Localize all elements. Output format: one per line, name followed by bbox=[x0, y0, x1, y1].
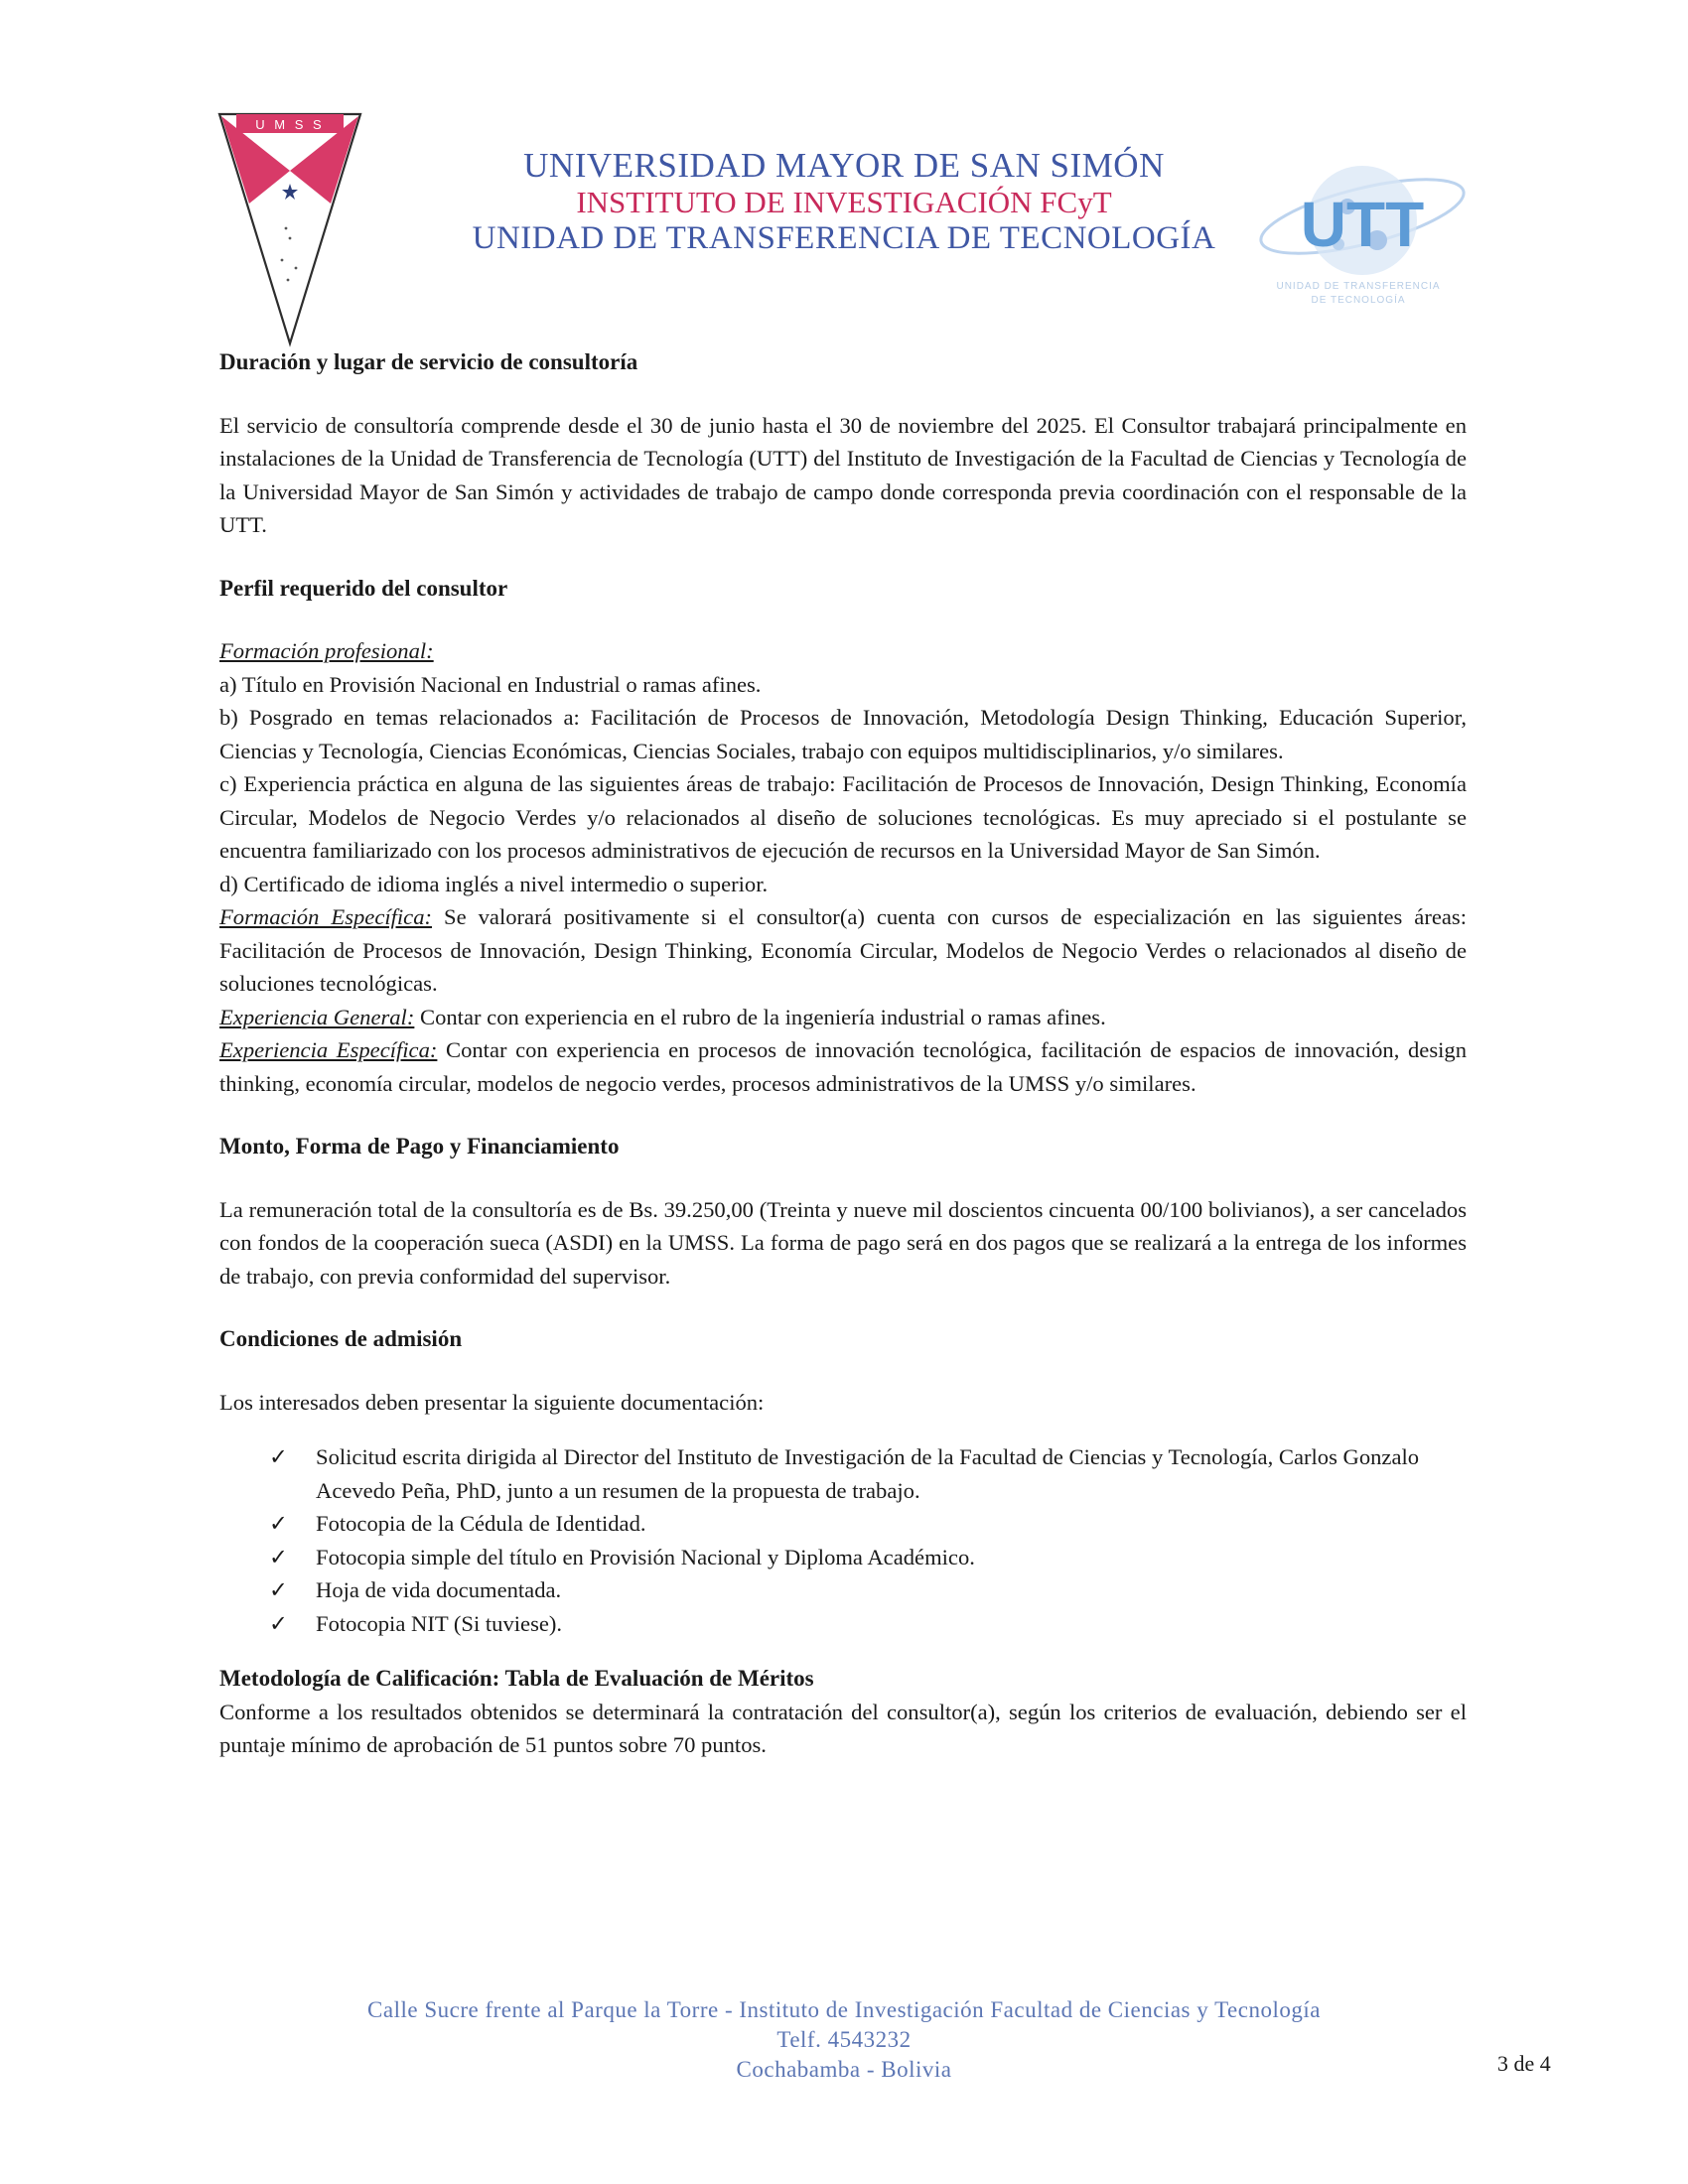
checkmark-icon: ✓ bbox=[269, 1610, 288, 1636]
experiencia-general bbox=[219, 1001, 1467, 1034]
list-item: ✓ Fotocopia de la Cédula de Identidad. bbox=[269, 1507, 1467, 1541]
umss-logo bbox=[216, 111, 363, 347]
perfil-item-c: c) Experiencia práctica en alguna de las siguientes áreas de trabajo: Facilitación de Procesos de Innovación, Design Thinking, Economía Circular, Modelos de Negocio Verdes y/o relacionados al diseño de soluciones tecnológicas. Es muy apreciado si el postulante se encuentra familiarizado con los procesos administrativos de ejecución de recursos en la Universidad Mayor de San Simón. bbox=[219, 771, 1467, 863]
formacion-profesional-label: Formación profesional: bbox=[219, 638, 434, 663]
experiencia-especifica bbox=[219, 1033, 1467, 1100]
utt-logo-text: UTT bbox=[1300, 189, 1425, 260]
section-heading-perfil: Perfil requerido del consultor bbox=[219, 575, 508, 601]
list-item: ✓ Solicitud escrita dirigida al Director del Instituto de Investigación de la Facultad de Ciencias y Tecnología, Carlos Gonzalo Acevedo Peña, PhD, junto a un resumen de la propuesta de trabajo. bbox=[269, 1440, 1467, 1507]
footer-address: Calle Sucre frente al Parque la Torre - Instituto de Investigación Facultad de Ciencias y Tecnología bbox=[367, 1997, 1321, 2022]
section-heading-condiciones: Condiciones de admisión bbox=[219, 1326, 463, 1351]
institution-header bbox=[427, 147, 1261, 257]
condiciones-intro: Los interesados deben presentar la siguiente documentación: bbox=[219, 1389, 765, 1415]
monto-paragraph: La remuneración total de la consultoría es de Bs. 39.250,00 (Treinta y nueve mil doscientos cincuenta 00/100 bolivianos), a ser cancelados con fondos de la cooperación sueca (ASDI) en la UMSS. La forma de pago será en dos pagos que se realizará a la entrega de los informes de trabajo, con previa conformidad del supervisor. bbox=[219, 1196, 1467, 1289]
checkmark-icon: ✓ bbox=[269, 1511, 288, 1536]
footer-phone: Telf. 4543232 bbox=[776, 2027, 912, 2052]
section-heading-metodologia: Metodología de Calificación: Tabla de Evaluación de Méritos bbox=[219, 1666, 814, 1691]
formacion-especifica bbox=[219, 900, 1467, 1001]
checkmark-icon: ✓ bbox=[269, 1444, 288, 1469]
section-heading-duracion: Duración y lugar de servicio de consultoría bbox=[219, 349, 638, 374]
checkmark-icon: ✓ bbox=[269, 1544, 288, 1570]
utt-caption: UNIDAD DE TRANSFERENCIA DE TECNOLOGÍA bbox=[1276, 281, 1441, 306]
list-item: ✓ Hoja de vida documentada. bbox=[269, 1573, 1467, 1607]
formacion-especifica-label: Formación Específica: bbox=[219, 904, 433, 929]
experiencia-especifica-label: Experiencia Específica: bbox=[219, 1037, 438, 1062]
list-item: ✓ Fotocopia simple del título en Provisión Nacional y Diploma Académico. bbox=[269, 1541, 1467, 1574]
section-heading-monto: Monto, Forma de Pago y Financiamiento bbox=[219, 1134, 620, 1159]
document-body bbox=[219, 345, 1467, 1762]
experiencia-general-label: Experiencia General: bbox=[219, 1004, 415, 1029]
requirements-list bbox=[269, 1440, 1467, 1640]
page-footer bbox=[298, 1995, 1390, 2085]
duracion-paragraph: El servicio de consultoría comprende desde el 30 de junio hasta el 30 de noviembre del 2025. El Consultor trabajará principalmente en instalaciones de la Unidad de Transferencia de Tecnología (UTT) del Instituto de Investigación de la Facultad de Ciencias y Tecnología de la Universidad Mayor de San Simón y actividades de trabajo de campo donde corresponda previa coordinación con el responsable de la UTT. bbox=[219, 412, 1467, 537]
footer-city: Cochabamba - Bolivia bbox=[736, 2057, 952, 2082]
institute-name: INSTITUTO DE INVESTIGACIÓN FCyT bbox=[576, 185, 1112, 219]
perfil-item-b: b) Posgrado en temas relacionados a: Facilitación de Procesos de Innovación, Metodología Design Thinking, Educación Superior, Ciencias y Tecnología, Ciencias Económicas, Ciencias Sociales, trabajo con equipos multidisciplinarios, y/o similares. bbox=[219, 705, 1467, 763]
umss-logo-text: U M S S bbox=[255, 117, 325, 132]
list-item: ✓ Fotocopia NIT (Si tuviese). bbox=[269, 1607, 1467, 1641]
perfil-item-d: d) Certificado de idioma inglés a nivel intermedio o superior. bbox=[219, 871, 769, 896]
unit-name: UNIDAD DE TRANSFERENCIA DE TECNOLOGÍA bbox=[472, 220, 1216, 256]
perfil-item-a: a) Título en Provisión Nacional en Industrial o ramas afines. bbox=[219, 671, 762, 697]
experiencia-general-text: Contar con experiencia en el rubro de la ingeniería industrial o ramas afines. bbox=[414, 1004, 1106, 1029]
experiencia-especifica-text: Contar con experiencia en procesos de innovación tecnológica, facilitación de espacios de innovación, design thinking, economía circular, modelos de negocio verdes, procesos administrativos de la UMSS y/o similares. bbox=[219, 1037, 1467, 1096]
formacion-especifica-text: Se valorará positivamente si el consultor(a) cuenta con cursos de especialización en las siguientes áreas: Facilitación de Procesos de Innovación, Design Thinking, Economía Circular, Modelos de Negocio Verdes o relacionados al diseño de soluciones tecnológicas. bbox=[219, 904, 1467, 996]
checkmark-icon: ✓ bbox=[269, 1577, 288, 1602]
metodologia-paragraph: Conforme a los resultados obtenidos se determinará la contratación del consultor(a), según los criterios de evaluación, debiendo ser el puntaje mínimo de aprobación de 51 puntos sobre 70 puntos. bbox=[219, 1699, 1467, 1757]
page-number: 3 de 4 bbox=[1497, 2051, 1551, 2076]
university-name: UNIVERSIDAD MAYOR DE SAN SIMÓN bbox=[523, 146, 1165, 185]
